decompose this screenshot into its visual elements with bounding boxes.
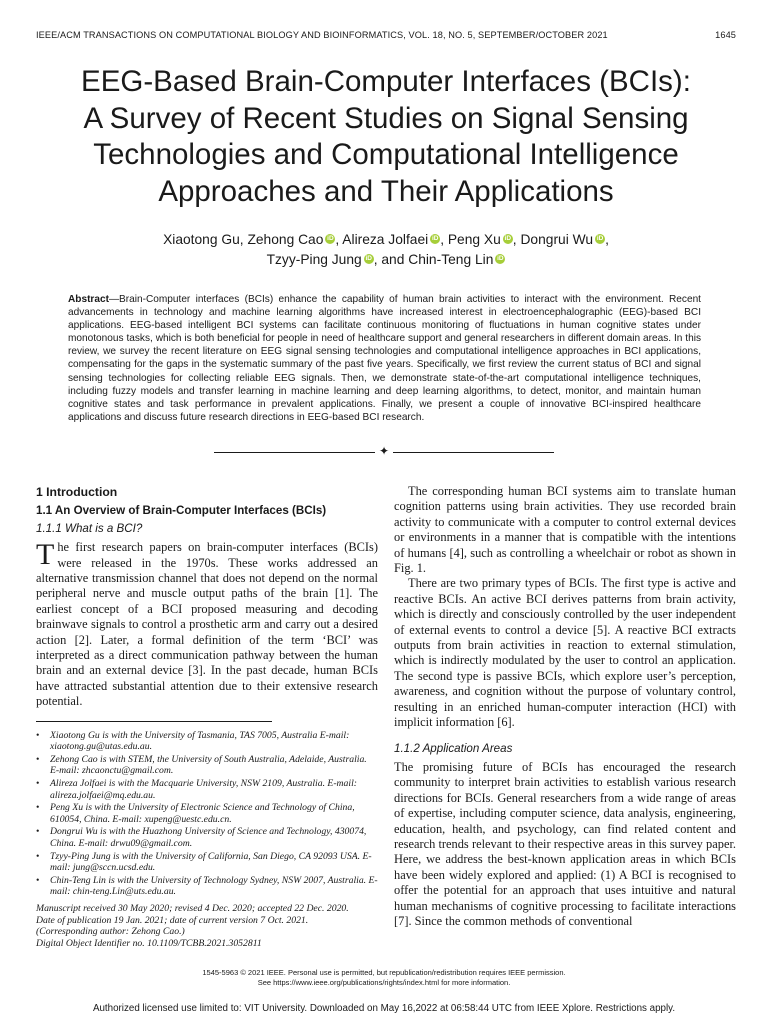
bullet-icon: • (36, 850, 40, 862)
author-name[interactable]: Zehong Cao (247, 232, 324, 247)
section-heading: 1 Introduction (36, 485, 118, 499)
left-column (36, 484, 378, 949)
bullet-icon: • (36, 778, 40, 790)
affiliation-footnotes (36, 730, 378, 898)
manuscript-line: (Corresponding author: Zehong Cao.) (36, 926, 185, 938)
drop-cap: T (36, 538, 55, 572)
authorized-use-notice: Authorized licensed use limited to: VIT University. Downloaded on May 16,2022 at 06:58:44 UTC from IEEE Xplore. Restrictions apply. (92, 1003, 676, 1014)
footnote-text: Peng Xu is with the University of Electronic Science and Technology of China, 610054, China. E-mail: xupeng@uestc.edu.cn. (50, 802, 355, 825)
orcid-icon[interactable]: iD (504, 235, 512, 242)
copyright-notice (100, 968, 668, 987)
title-line: A Survey of Recent Studies on Signal Sensing (83, 101, 689, 135)
intro-paragraph (36, 540, 378, 709)
copyright-line: 1545-5963 © 2021 IEEE. Personal use is permitted, but republication/redistribution requires IEEE permission. (202, 968, 566, 977)
footnote-item (36, 826, 378, 849)
footnote-text: Chin-Teng Lin is with the University of Technology Sydney, NSW 2007, Australia. E-mail: chin-teng.Lin@uts.edu.au. (50, 874, 378, 898)
orcid-icon[interactable]: iD (497, 255, 504, 262)
author-line-2 (30, 250, 742, 270)
rights-link[interactable]: See https://www.ieee.org/publications/rights/index.html for more information. (257, 977, 511, 987)
orcid-icon[interactable]: iD (365, 255, 372, 262)
footnote-item (36, 875, 378, 898)
author-separator: , (605, 232, 609, 247)
body-paragraph: There are two primary types of BCIs. The first type is active and reactive BCIs. An active BCI derives patterns from brain activity, which is directly and consciously controlled by the user independent of external events to control a device [5]. A reactive BCI extracts outputs from brain activities in reaction to external stimulation, which is indirectly modulated by the user to control an application. The second type is passive BCIs, which explore user’s perception, awareness, and cognition without the purpose of voluntary control, resulting in an enriched human-computer interaction (HCI) with implicit information [6]. (394, 576, 736, 730)
author-separator: , (239, 232, 248, 247)
body-paragraph: The corresponding human BCI systems aim to translate human cognition patterns using brain activities. They use recorded brain activity to communicate with a computer to control external devices or environments in a manner that is compatible with the intentions of humans [4], such as controlling a wheelchair or robot as shown in Fig. 1. (394, 484, 736, 576)
footnote-rule (36, 721, 272, 722)
title-line: EEG-Based Brain-Computer Interfaces (BCIs): (81, 65, 691, 98)
abstract-text: —Brain-Computer interfaces (BCIs) enhance the capability of human brain activities to interact with the environment. Recent advancements in technology and machine learning algorithms have increased interest in electroencephalographic (EEG)-based BCI applications. EEG-based intelligent BCI systems can facilitate continuous monitoring of fluctuations in human cognitive states under monotonous tasks, which is both beneficial for people in need of healthcare support and general researchers in different domain areas. In this review, we survey the recent literature on EEG signal sensing technologies and computational intelligence approaches in BCI applications, compensating for the gaps in the systematic summary of the past five years. Specifically, we first review the current status of BCI and signal sensing technologies for collecting reliable EEG signals. Then, we demonstrate state-of-the-art computational intelligence techniques, including fuzzy models and transfer learning in machine learning and deep learning algorithms, to detect, monitor, and maintain human cognitive states and task performance in prevalent applications. Finally, we present a couple of innovative BCI-inspired healthcare applications and discuss future research directions in EEG-based BCI research. (68, 294, 701, 423)
author-name[interactable]: Chin-Teng Lin (408, 252, 494, 267)
journal-header: IEEE/ACM TRANSACTIONS ON COMPUTATIONAL BIOLOGY AND BIOINFORMATICS, VOL. 18, NO. 5, SEPTEMBER/OCTOBER 2021 (36, 30, 608, 40)
subsubsection-heading: 1.1.1 What is a BCI? (36, 521, 143, 535)
author-name[interactable]: Dongrui Wu (520, 232, 594, 247)
title-line: Technologies and Computational Intelligence (93, 138, 679, 171)
bullet-icon: • (36, 874, 40, 886)
abstract (68, 293, 701, 424)
footnote-item (36, 754, 378, 777)
footnote-item (36, 851, 378, 874)
diamond-icon: ✦ (375, 444, 393, 459)
bullet-icon: • (36, 826, 40, 838)
abstract-label: Abstract (68, 294, 109, 305)
bullet-icon: • (36, 729, 40, 741)
orcid-icon[interactable]: iD (596, 235, 604, 242)
author-name[interactable]: Alireza Jolfaei (342, 232, 429, 247)
footnote-text: Xiaotong Gu is with the University of Tasmania, TAS 7005, Australia E-mail: xiaotong.gu@utas.edu.au. (50, 729, 350, 753)
footnote-text: Tzyy-Ping Jung is with the University of California, San Diego, CA 92093 USA. E-mail: jung@sccn.ucsd.edu. (50, 850, 372, 874)
manuscript-line: Date of publication 19 Jan. 2021; date of current version 7 Oct. 2021. (36, 914, 309, 926)
author-separator: , (440, 232, 448, 247)
body-paragraph: The promising future of BCIs has encouraged the research community to interpret brain activities to establish various research directions for BCIs. General researchers from a wide range of areas of expertise, including computer science, data analysis, engineering, education, health, and psychology, can find related content and research trends relevant to their respective areas in this survey paper. Here, we address the best-known application areas in which BCIs have been widely explored and applied: (1) A BCI is recognised to offer the potential for an approach that uses intuitive and natural human mechanisms of cognitive processing to facilitate interactions [7]. Since the common methods of conventional (394, 759, 736, 928)
footnote-text: Zehong Cao is with STEM, the University of South Australia, Adelaide, Australia. E-mail: zhcaonctu@gmail.com. (50, 753, 367, 777)
bullet-icon: • (36, 753, 40, 765)
author-line-1 (30, 230, 742, 250)
author-name[interactable]: Peng Xu (447, 232, 501, 247)
author-list (30, 230, 742, 270)
manuscript-line: Manuscript received 30 May 2020; revised 4 Dec. 2020; accepted 22 Dec. 2020. (36, 903, 349, 914)
paper-title (30, 64, 742, 210)
author-name[interactable]: Xiaotong Gu (163, 232, 240, 247)
footnote-item (36, 778, 378, 801)
author-separator: , (512, 232, 521, 247)
doi-line[interactable]: Digital Object Identifier no. 10.1109/TCBB.2021.3052811 (36, 937, 262, 949)
footnote-item (36, 802, 378, 825)
running-head (36, 30, 736, 40)
orcid-icon[interactable]: iD (431, 235, 439, 242)
footnote-item (36, 730, 378, 753)
manuscript-info (36, 903, 378, 949)
bullet-icon: • (36, 802, 40, 814)
intro-text: he first research papers on brain-computer interfaces (BCIs) were released in the 1970s. These works addressed an alternative transmission channel that does not depend on the normal peripheral nerve and muscle output paths of the brain [1]. The earliest concept of a BCI proposed measuring and decoding brainwave signals to control a prosthetic arm and carry out a desired action [2]. Later, a formal definition of the term ‘BCI’ was interpreted as a direct communication pathway between the human brain and an external device [3]. In the past decade, human BCIs have attracted substantial attention due to their extensive research potential. (36, 540, 378, 709)
page-number: 1645 (715, 30, 736, 40)
footnote-text: Alireza Jolfaei is with the Macquarie University, NSW 2109, Australia. E-mail: alireza.jolfaei@mq.edu.au. (50, 778, 358, 801)
author-separator: , (335, 232, 343, 247)
title-line: Approaches and Their Applications (158, 174, 614, 208)
subsubsection-heading: 1.1.2 Application Areas (394, 741, 513, 755)
footnote-text: Dongrui Wu is with the Huazhong University of Science and Technology, 430074, China. E-mail: drwu09@gmail.com. (50, 826, 367, 850)
author-separator: , and (373, 252, 409, 267)
author-name[interactable]: Tzyy-Ping Jung (266, 252, 362, 267)
orcid-icon[interactable]: iD (327, 235, 334, 242)
right-column (394, 484, 736, 929)
subsection-heading: 1.1 An Overview of Brain-Computer Interfaces (BCIs) (36, 504, 327, 518)
